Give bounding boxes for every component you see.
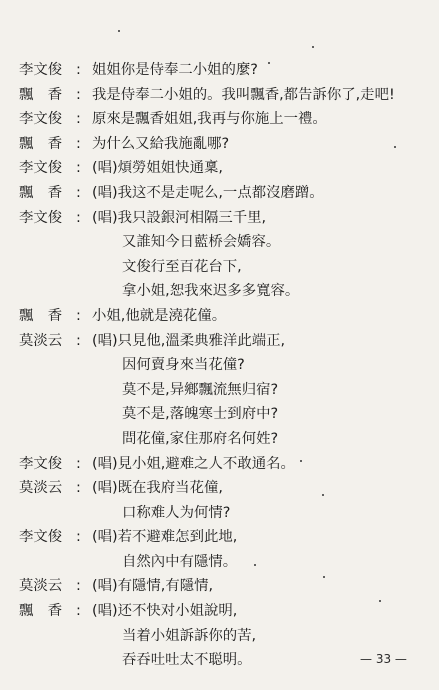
scan-speck <box>118 30 120 32</box>
speaker-colon: : <box>76 209 81 226</box>
speaker-name: 莫淡云 <box>19 578 63 595</box>
scan-speck <box>323 576 325 578</box>
speaker-colon: : <box>76 135 81 152</box>
dialogue-continuation-line <box>19 624 429 649</box>
scan-speck <box>322 494 324 496</box>
dialogue-continuation-line <box>19 279 429 304</box>
dialogue-continuation-line <box>19 353 429 378</box>
dialogue-continuation-line <box>19 255 429 280</box>
speaker-name: 李文俊 <box>19 62 63 78</box>
dialogue-line <box>19 599 429 624</box>
line-text: 为什么又給我施亂哪? <box>92 135 230 152</box>
page-number: — 33 — <box>360 652 407 666</box>
speaker-name: 莫淡云 <box>19 480 63 497</box>
line-text: 原來是飄香姐姐,我再与你施上一禮。 <box>92 111 327 128</box>
line-text: (唱)我这不是走呢么,一点都沒磨蹭。 <box>92 184 324 201</box>
line-text: 小姐,他就是澆花僮。 <box>92 307 227 324</box>
speaker-colon: : <box>76 86 81 103</box>
scan-speck <box>394 146 396 148</box>
speaker-name: 飄 香 <box>19 184 63 201</box>
dialogue-line <box>19 452 429 477</box>
dialogue-line <box>19 156 429 181</box>
speaker-colon: : <box>76 111 81 128</box>
speaker-name: 飄 香 <box>19 86 63 103</box>
dialogue-continuation-line <box>19 378 429 403</box>
scan-speck <box>268 62 270 64</box>
dialogue-line <box>19 107 429 132</box>
dialogue-line <box>19 83 429 108</box>
line-text: 莫不是,异鄉飄流無归宿? <box>122 381 279 398</box>
line-text: 文俊行至百花台下, <box>122 258 242 275</box>
speaker-name: 飄 香 <box>19 307 63 324</box>
line-text: (唱)只見他,溫柔典雅洋此端正, <box>92 332 286 349</box>
dialogue-line <box>19 181 429 206</box>
scan-speck <box>312 46 314 48</box>
speaker-colon: : <box>76 455 81 472</box>
speaker-name: 李文俊 <box>19 455 63 472</box>
speaker-colon: : <box>76 480 81 497</box>
speaker-name: 李文俊 <box>19 111 63 128</box>
line-text: 口称难人为何情? <box>122 504 231 521</box>
line-text: 吞吞吐吐太不聪明。 <box>122 652 252 669</box>
speaker-name: 莫淡云 <box>19 332 63 349</box>
scan-speck <box>254 564 256 566</box>
line-text: (唱)煩勞姐姐快通稟, <box>92 160 223 177</box>
dialogue-line <box>19 58 429 83</box>
speaker-name: 李文俊 <box>19 209 63 226</box>
speaker-name: 李文俊 <box>19 160 63 177</box>
speaker-colon: : <box>76 307 81 324</box>
dialogue-continuation-line <box>19 550 429 575</box>
line-text: 問花僮,家住那府名何姓? <box>122 430 279 447</box>
dialogue-continuation-line <box>19 501 429 526</box>
line-text: 姐姐你是侍奉二小姐的麼? <box>92 62 258 78</box>
dialogue-line <box>19 304 429 329</box>
line-text: 自然內中有隱情。 <box>122 553 238 570</box>
speaker-colon: : <box>76 603 81 620</box>
dialogue-line <box>19 132 429 157</box>
speaker-name: 飄 香 <box>19 135 63 152</box>
line-text: 莫不是,落魄寒士到府中? <box>122 406 279 423</box>
speaker-colon: : <box>76 184 81 201</box>
dialogue-line <box>19 574 429 599</box>
line-text: (唱)見小姐,避难之人不敢通名。 <box>92 455 295 472</box>
line-text: 我是侍奉二小姐的。我叫飄香,都告訴你了,走吧! <box>92 86 395 103</box>
scan-speck <box>300 460 302 462</box>
dialogue-line <box>19 329 429 354</box>
dialogue-line <box>19 206 429 231</box>
dialogue-continuation-line <box>19 402 429 427</box>
line-text: 当着小姐訴訴你的苦, <box>122 627 257 644</box>
line-text: 又誰知今日藍桥会嬌容。 <box>122 234 281 251</box>
dialogue-line <box>19 525 429 550</box>
line-text: (唱)既在我府当花僮, <box>92 480 223 497</box>
speaker-colon: : <box>76 578 81 595</box>
speaker-name: 飄 香 <box>19 603 63 620</box>
line-text: 因何賣身來当花僮? <box>122 357 245 374</box>
dialogue-continuation-line <box>19 427 429 452</box>
line-text: (唱)若不避难怎到此地, <box>92 529 238 546</box>
speaker-colon: : <box>76 332 81 349</box>
line-text: (唱)还不快对小姐說明, <box>92 603 238 620</box>
speaker-name: 李文俊 <box>19 529 63 546</box>
dialogue-line <box>19 476 429 501</box>
dialogue-block <box>19 58 429 673</box>
line-text: (唱)有隱情,有隱情, <box>92 578 214 595</box>
speaker-colon: : <box>76 62 81 78</box>
line-text: 拿小姐,恕我來迟多多寬容。 <box>122 283 300 300</box>
dialogue-continuation-line <box>19 230 429 255</box>
scan-speck <box>379 600 381 602</box>
line-text: (唱)我只設銀河相隔三千里, <box>92 209 267 226</box>
speaker-colon: : <box>76 529 81 546</box>
speaker-colon: : <box>76 160 81 177</box>
